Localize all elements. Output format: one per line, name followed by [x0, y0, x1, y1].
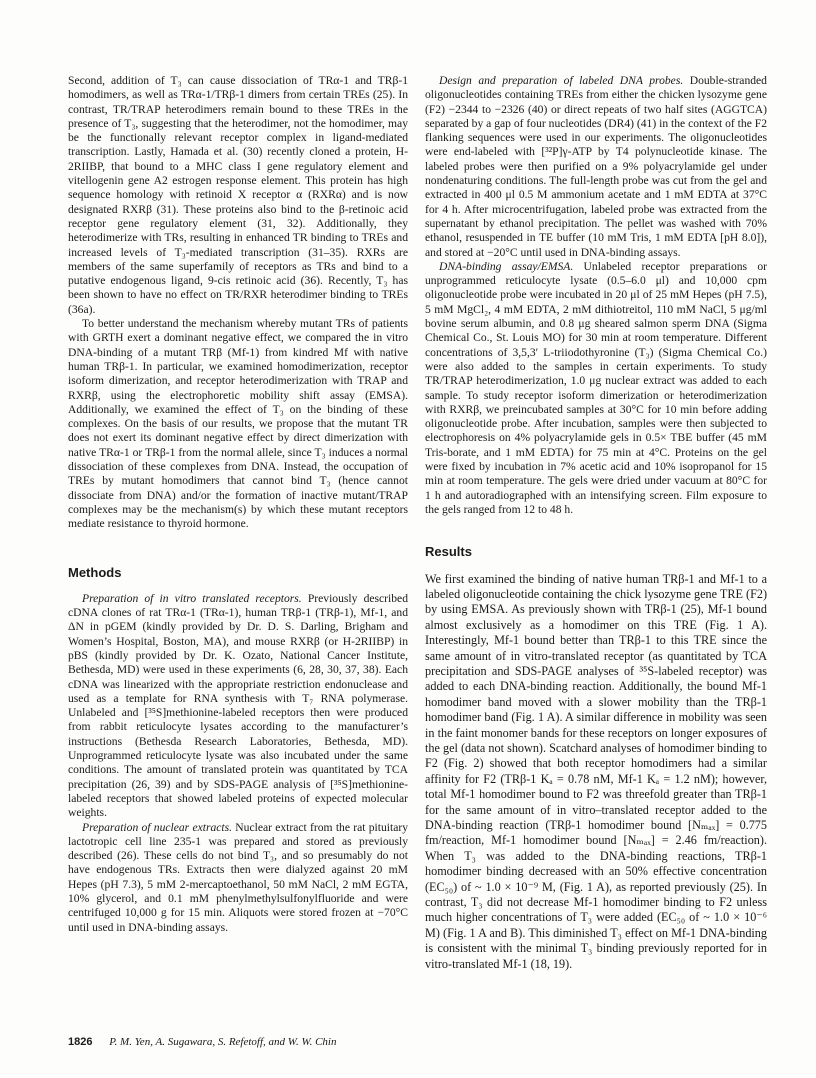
methods-subtitle-receptors: Preparation of in vitro translated receptors. [82, 591, 302, 605]
methods-heading: Methods [68, 564, 122, 580]
results-heading: Results [425, 544, 472, 560]
methods-text-emsa: Unlabeled receptor preparations or unprogrammed reticulocyte lysate (0.5–6.0 μl) and 10,000 cpm oligonucleotide probe were incubated in 20 μl of 25 mM Hepes (pH 7.5), 5 mM MgCl₂, 4 mM EDTA, 2 mM dithiotreitol, 110 mM NaCl, 5 μg/ml bovine serum albumin, and 0.8 μg sheared salmon sperm DNA (Sigma Chemical Co., St. Louis MO) for 30 min at room temperature. Different concentrations of 3,5,3′ L-triiodothyronine (T₃) (Sigma Chemical Co.) were also added to the samples in certain experiments. To study TR/TRAP heterodimerization, 1.0 μg nuclear extract was added to each sample. To study receptor isoform dimerization or heterodimerization with RXRβ, we preincubated samples at 30°C for 10 min before adding oligonucleotide probe. After incubation, samples were then subjected to electrophoresis on 4% polyacrylamide gels in 0.5× TBE buffer (45 mM Tris-borate, and 1 mM EDTA) for 75 min at 4°C. Proteins on the gel were fixed by incubation in 7% acetic acid and 10% isopropanol for 15 min at room temperature. The gels were dried under vacuum at 80°C for 1 h and autoradiographed with an intensifying screen. Film exposure to the gels ranged from 12 to 48 h. [425, 259, 767, 516]
results-paragraph: We first examined the binding of native human TRβ-1 and Mf-1 to a labeled oligonucleotide containing the chick lysozyme gene TRE (F2) by using EMSA. As previously shown with TRβ-1 (25), Mf-1 bound almost exclusively as a homodimer on this TRE (Fig. 1 A). Interestingly, Mf-1 bound better than TRβ-1 to this TRE since the same amount of in vitro-translated receptor (as quantitated by TCA precipitation and SDS-PAGE analyses of ³⁵S-labeled receptor) was added to each DNA-binding reaction. Additionally, the bound Mf-1 homodimer band moved with a slower mobility than the TRβ-1 homodimer band (Fig. 1 A). A similar difference in mobility was seen in the faint monomer bands for these receptors on longer exposures of the gel (data not shown). Scatchard analyses of homodimer binding to F2 (Fig. 2) showed that both receptor homodimers had a similar affinity for F2 (TRβ-1 Kₐ = 0.78 nM, Mf-1 Kₐ = 1.2 nM); however, total Mf-1 homodimer bound to F2 was threefold greater than TRβ-1 for the same amount of in vitro–translated receptor added to the DNA-binding reaction (TRβ-1 homodimer bound [Nₘₐₓ] = 0.775 fm/reaction, Mf-1 homodimer bound [Nₘₐₓ] = 2.46 fm/reaction). When T₃ was added to the DNA-binding reactions, TRβ-1 homodimer binding decreased with an 50% effective concentration (EC₅₀) of ~ 1.0 × 10⁻⁹ M, (Fig. 1 A), as reported previously (25). In contrast, T₃ did not decrease Mf-1 homodimer binding to F2 unless much higher concentrations of T₃ were added (EC₅₀ of ~ 1.0 × 10⁻⁶ M) (Fig. 1 A and B). This diminished T₃ effect on Mf-1 DNA-binding is consistent with the minimal T₃ binding previously reported for in vitro-translated Mf-1 (18, 19). [425, 571, 767, 971]
methods-text-extracts: Nuclear extract from the rat pituitary lactotropic cell line 235-1 was prepared and stored as previously described (26). These cells do not bind T₃, and so presumably do not have endogenous TRs. Extracts then were dialyzed against 20 mM Hepes (pH 7.3), 5 mM 2-mercaptoethanol, 50 mM NaCl, 2 mM EGTA, 10% glycerol, and 0.1 mM phenylmethylsulfonylfluoride and were centrifuged 10,000 g for 15 min. Aliquots were stored frozen at −70°C until used in DNA-binding assays. [68, 820, 408, 934]
page-number: 1826 [68, 1036, 93, 1048]
methods-subtitle-emsa: DNA-binding assay/EMSA. [439, 259, 574, 273]
intro-paragraph-1: Second, addition of T₃ can cause dissociation of TRα-1 and TRβ-1 homodimers, as well as TRα-1/TRβ-1 dimers from certain TREs (25). In contrast, TR/TRAP heterodimers remain bound to these TREs in the presence of T₃, suggesting that the heterodimer, not the homodimer, may be the functionally relevant receptor complex in ligand-mediated transcription. Lastly, Hamada et al. (30) recently cloned a protein, H-2RIIBP, that bound to a MHC class I gene regulatory element and vitellogenin gene A2 estrogen response element. This protein has high sequence homology with retinoid X receptor α (RXRα) and is now designated RXRβ (31). These proteins also bind to the β-retinoic acid receptor gene regulatory element (31, 32). Additionally, they heterodimerize with TRs, resulting in enhanced TR binding to TREs and increased levels of T₃-mediated transcription (31–35). RXRs are members of the same superfamily of receptors as TRs and bind to a putative endogenous ligand, 9-cis retinoic acid (36). Recently, T₃ has been shown to have no effect on TR/RXR heterodimer binding to TREs (36a). [68, 74, 408, 316]
methods-text-receptors: Previously described cDNA clones of rat TRα-1 (TRα-1), human TRβ-1 (TRβ-1), Mf-1, and ΔN in pGEM (kindly provided by Dr. D. S. Darling, Brigham and Women’s Hospital, Boston, MA), and mouse RXRβ (or H-2RIIBP) in pBS (kindly provided by Dr. K. Ozato, National Cancer Institute, Bethesda, MD) were used in these experiments (6, 28, 30, 37, 38). Each cDNA was linearized with the appropriate restriction endonuclease and used as a template for RNA synthesis with T₇ RNA polymerase. Unlabeled and [³⁵S]methionine-labeled receptors then were produced from rabbit reticulocyte lysates according to the manufacturer’s instructions (Bethesda Research Laboratories, Bethesda, MD). Unprogrammed reticulocyte lysate was also incubated under the same conditions. The amount of translated protein was quantitated by TCA precipitation (26, 39) and by SDS-PAGE analysis of [³⁵S]methionine-labeled receptors that showed labeled proteins of expected molecular weights. [68, 591, 408, 820]
right-column [425, 74, 767, 972]
methods-subtitle-probes: Design and preparation of labeled DNA probes. [439, 74, 684, 87]
results-section [425, 572, 767, 973]
left-column [68, 74, 408, 935]
methods-paragraph-emsa [425, 260, 767, 517]
methods-text-probes: Double-stranded oligonucleotides containing TREs from either the chicken lysozyme gene (F2) −2344 to −2326 (40) or direct repeats of two half sites (AGGTCA) separated by a gap of four nucleotides (DR4) (41) in the context of the F2 flanking sequences were used in our experiments. The oligonucleotides were end-labeled with [³²P]γ-ATP by T4 polynucleotide kinase. The labeled probes were then purified on a 9% polyacrylamide gel under nondenaturing conditions. The full-length probe was cut from the gel and extracted in 400 μl 0.5 M ammonium acetate and 1 mM EDTA at 37°C for 4 h. After microcentrifugation, labeled probe was extracted from the supernatant by ethanol precipitation. The pellet was washed with 70% ethanol, resuspended in TE buffer (10 mM Tris, 1 mM EDTA [pH 8.0]), and stored at −20°C until used in DNA-binding assays. [425, 74, 767, 259]
running-authors: P. M. Yen, A. Sugawara, S. Refetoff, and W. W. Chin [109, 1036, 337, 1048]
methods-paragraph-extracts [68, 821, 408, 935]
intro-paragraph-2: To better understand the mechanism whereby mutant TRs of patients with GRTH exert a dominant negative effect, we compared the in vitro DNA-binding of a mutant TRβ (Mf-1) from kindred Mf with native human TRβ-1. In particular, we examined homodimerization, receptor isoform dimerization, and receptor heterodimerization with TRAP and RXRβ, using the electrophoretic mobility shift assay (EMSA). Additionally, we examined the effect of T₃ on the binding of these complexes. On the basis of our results, we propose that the mutant TR does not exert its dominant negative effect by direct dimerization with native TRα-1 or TRβ-1 from the normal allele, since T₃ induces a normal dissociation of these complexes from DNA. Instead, the occupation of TREs by mutant homodimers that cannot bind T₃ (hence cannot dissociate from DNA) and/or the formation of inactive mutant/TRAP complexes may be the mechanism(s) by which these mutant receptors mediate resistance to thyroid hormone. [68, 317, 408, 531]
methods-paragraph-probes [425, 74, 767, 260]
methods-paragraph-receptors [68, 592, 408, 821]
methods-subtitle-extracts: Preparation of nuclear extracts. [82, 820, 233, 834]
page-footer [68, 1036, 337, 1048]
